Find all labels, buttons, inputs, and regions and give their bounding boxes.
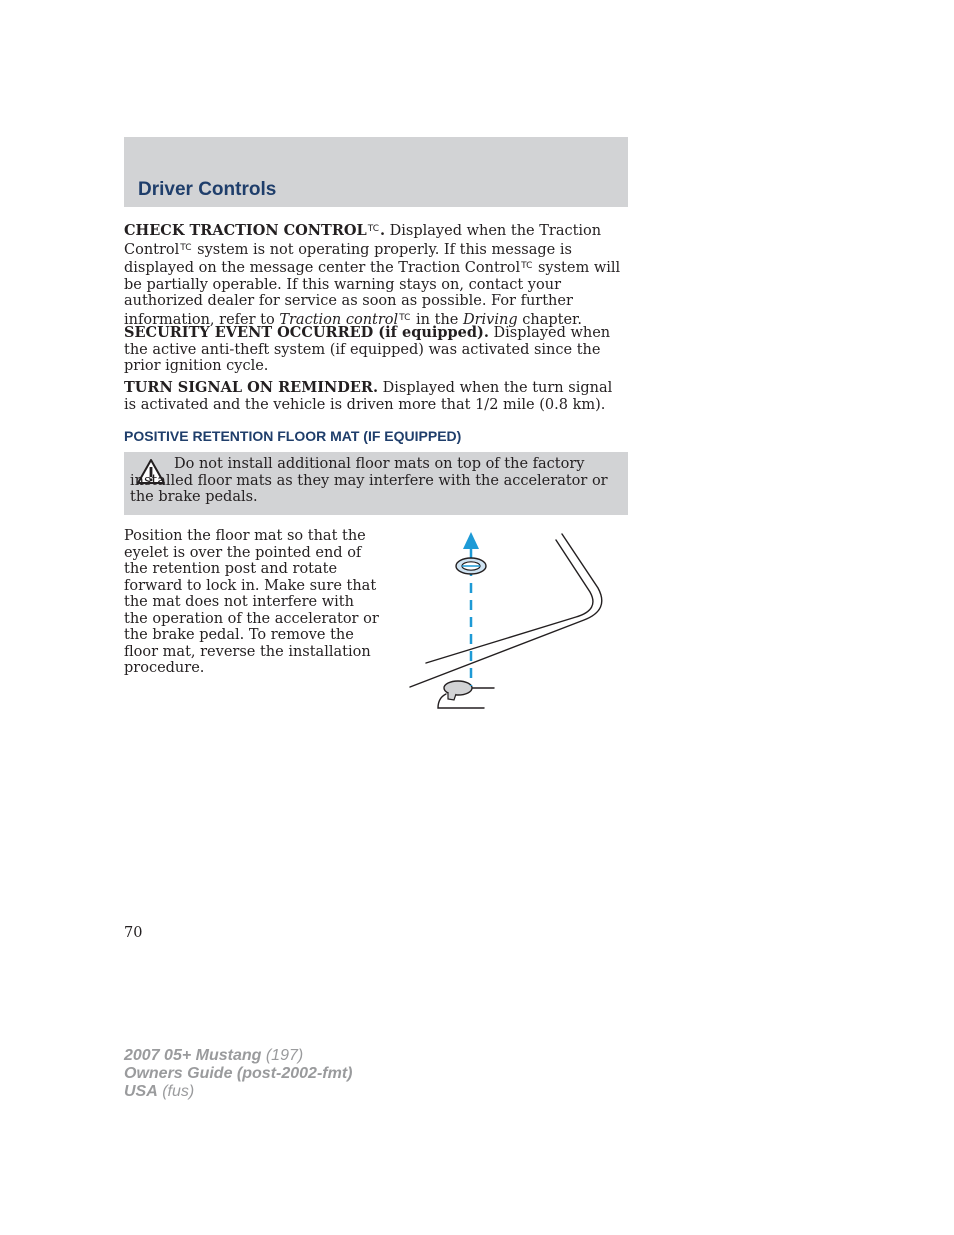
security-event-description: Displayed when the active anti-theft system (if equipped) was activated since the prior ignition cycle. [124,325,611,374]
term-suffix: . [379,222,386,239]
turn-signal-description: Displayed when the turn signal is activated and the vehicle is driven more that 1/2 mile (0.8 km). [124,380,613,413]
warning-box [124,452,628,515]
text-part-2: system is not operating properly. If this message is displayed on the message center the Traction Control [124,241,572,276]
footer-guide: Owners Guide (post-2002-fmt) [124,1065,353,1082]
retention-post-base [438,694,484,708]
message-turn-signal [124,380,624,413]
floor-mat-diagram [400,528,620,718]
reference-driving-chapter: Driving [462,311,518,328]
header-band [124,137,628,207]
message-check-traction-control [124,221,624,328]
warning-text: Do not install additional floor mats on top of the factory installed floor mats as they may interfere with the accelerator or the brake pedals. [130,456,608,505]
footer-line-2 [124,1065,352,1083]
mat-edge-inner [426,540,593,663]
message-security-event [124,325,624,375]
retention-post [444,681,472,700]
text-part-5: chapter. [517,311,582,328]
footer [124,1047,352,1101]
eyelet-icon [456,558,486,574]
footer-market: USA [124,1083,158,1100]
footer-line-3 [124,1083,352,1101]
term-turn-signal: TURN SIGNAL ON REMINDER. [124,379,379,396]
traction-control-symbol-icon: TC [399,312,411,323]
footer-model-code: (197) [261,1047,304,1064]
footer-line-1 [124,1047,352,1065]
footer-market-code: (fus) [157,1083,195,1100]
section-heading: POSITIVE RETENTION FLOOR MAT (IF EQUIPPED) [124,428,462,444]
direction-arrow-icon [463,532,479,549]
text-part-1: Displayed when the Traction Control [124,223,602,258]
term-security-event: SECURITY EVENT OCCURRED (if equipped). [124,324,489,341]
text-part-4: in the [411,311,463,328]
page-number: 70 [124,925,143,941]
reference-traction-control: Traction control [279,311,399,328]
mat-edge-outer [410,534,602,687]
traction-control-symbol-icon: TC [180,242,192,253]
footer-model: 2007 05+ Mustang [124,1047,262,1064]
page-title: Driver Controls [138,179,277,200]
traction-control-symbol-icon: TC [521,261,533,271]
traction-control-symbol-icon: TC [367,224,379,234]
floor-mat-instructions: Position the floor mat so that the eyelet is over the pointed end of the retention post and rotate forward to lock in. Make sure that the mat does not interfere with the operation of the accelerator or the brake pedal. To remove the floor mat, reverse the installation procedure. [124,528,379,676]
text-part-3: system will be partially operable. If this warning stays on, contact your authorized dealer for service as soon as possible. For further information, refer to [124,260,621,328]
term-check-traction-control: CHECK TRACTION CONTROL [124,222,367,239]
